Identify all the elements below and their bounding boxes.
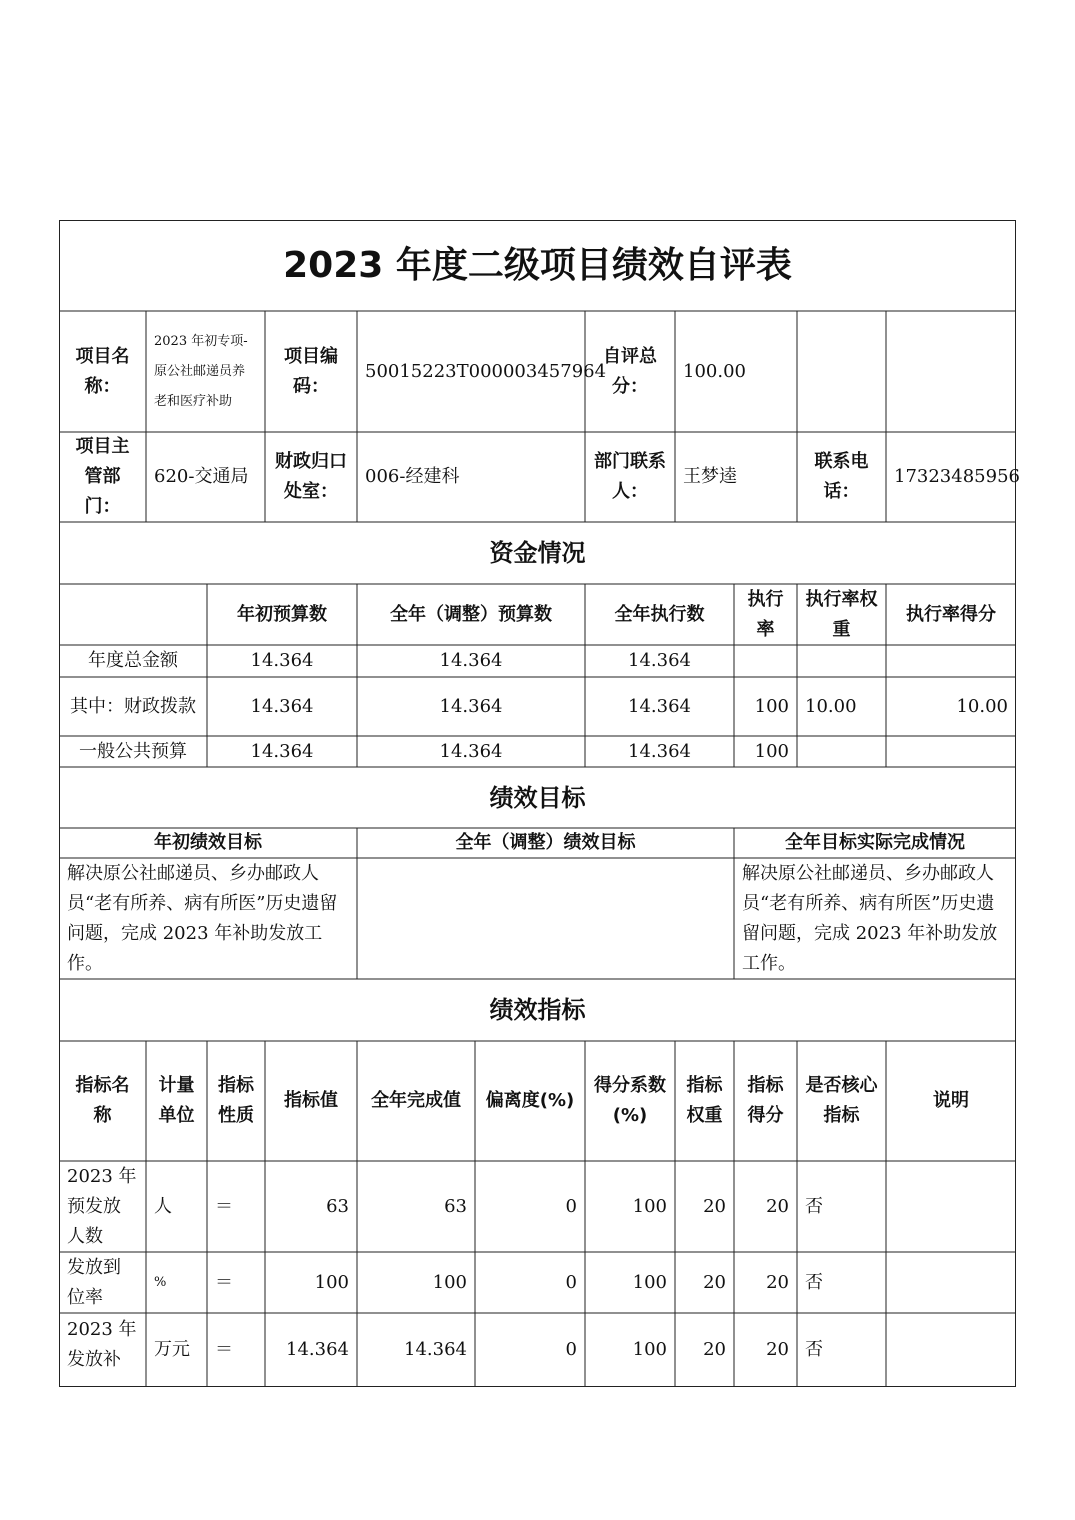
finance-label: 财政归口处室：: [275, 451, 347, 502]
funds-cell: 14.364: [250, 695, 314, 717]
funds-cell: 14.364: [250, 740, 314, 762]
ind-header-name: 指标名称: [75, 1075, 130, 1126]
ind-nature: ＝: [215, 1271, 233, 1293]
ind-header-unit: 计量单位: [158, 1075, 195, 1126]
dept-label: 项目主管部门：: [75, 436, 130, 517]
ind-note: [886, 1252, 1016, 1313]
ind-header-deviation: 偏离度(%): [485, 1090, 575, 1111]
ind-coef: 100: [632, 1271, 667, 1293]
ind-coef: 100: [632, 1195, 667, 1217]
goals-header-adjusted: 全年（调整）绩效目标: [455, 832, 636, 853]
funds-cell: 14.364: [250, 650, 314, 671]
funds-cell: 14.364: [439, 695, 503, 717]
ind-header-core: 是否核心指标: [805, 1075, 878, 1126]
form-title: 2023 年度二级项目绩效自评表: [283, 244, 792, 286]
goal-actual-text: 解决原公社邮递员、乡办邮政人员“老有所养、病有所医”历史遗留问题，完成 2023 年补助发放工作。: [742, 862, 998, 974]
ind-header-coef: 得分系数(%): [594, 1075, 666, 1126]
ind-weight: 20: [703, 1271, 726, 1293]
funds-header-score: 执行率得分: [906, 603, 996, 625]
ind-nature: ＝: [215, 1195, 233, 1217]
project-name-label: 项目名称：: [75, 345, 130, 397]
self-score-value: 100.00: [683, 360, 746, 382]
funds-header-initial: 年初预算数: [237, 603, 327, 625]
funds-row-label: 其中：财政拨款: [70, 695, 196, 717]
ind-header-actual: 全年完成值: [371, 1090, 461, 1111]
ind-score: 20: [766, 1339, 789, 1360]
ind-name: 2023 年发放补: [67, 1319, 137, 1370]
funds-cell: 14.364: [628, 740, 691, 762]
funds-cell: 100: [754, 740, 789, 762]
ind-header-score: 指标得分: [747, 1075, 784, 1126]
ind-header-weight: 指标权重: [686, 1075, 723, 1126]
funds-cell: [797, 736, 886, 767]
ind-score: 20: [766, 1271, 789, 1293]
goal-adjusted-text: [357, 858, 734, 979]
project-name-value: 2023 年初专项-原公社邮递员养老和医疗补助: [154, 333, 248, 409]
funds-cell: 14.364: [439, 650, 503, 671]
ind-target: 14.364: [286, 1339, 349, 1360]
ind-deviation: 0: [565, 1271, 577, 1293]
ind-actual: 63: [444, 1195, 467, 1217]
ind-weight: 20: [703, 1339, 726, 1360]
ind-note: [886, 1161, 1016, 1252]
goal-initial-text: 解决原公社邮递员、乡办邮政人员“老有所养、病有所医”历史遗留问题，完成 2023 年补助发放工作。: [67, 862, 338, 974]
ind-unit: 人: [154, 1195, 172, 1217]
phone-label: 联系电话：: [814, 451, 869, 502]
phone-value: 17323485956: [894, 466, 1020, 487]
funds-section-title: 资金情况: [489, 539, 586, 567]
ind-name: 发放到位率: [67, 1256, 121, 1308]
funds-cell: 10.00: [805, 695, 857, 717]
project-code-value: 50015223T000003457964: [365, 360, 607, 382]
ind-core: 否: [805, 1339, 823, 1360]
funds-header-weight: 执行率权重: [805, 588, 878, 640]
funds-row-label: 一般公共预算: [79, 740, 187, 762]
goals-header-actual: 全年目标实际完成情况: [785, 832, 965, 853]
goals-header-initial: 年初绩效目标: [154, 832, 262, 853]
ind-coef: 100: [632, 1339, 667, 1360]
dept-value: 620-交通局: [154, 466, 249, 487]
evaluation-form: [59, 220, 1020, 1387]
indicators-section-title: 绩效指标: [489, 996, 586, 1024]
ind-unit: 万元: [154, 1339, 190, 1360]
ind-nature: ＝: [215, 1339, 233, 1360]
funds-cell: [886, 736, 1016, 767]
project-code-label: 项目编码：: [284, 345, 338, 397]
funds-cell: [734, 645, 797, 677]
funds-row-label: 年度总金额: [88, 650, 178, 671]
ind-note: [886, 1313, 1016, 1387]
funds-cell: 10.00: [956, 695, 1008, 717]
goals-section-title: 绩效目标: [489, 783, 586, 812]
ind-score: 20: [766, 1195, 789, 1217]
ind-deviation: 0: [565, 1195, 577, 1217]
ind-core: 否: [805, 1271, 823, 1293]
ind-deviation: 0: [565, 1339, 577, 1360]
funds-cell: [886, 645, 1016, 677]
ind-core: 否: [805, 1195, 823, 1217]
funds-header-rate: 执行率: [747, 588, 784, 640]
ind-name: 2023 年预发放人数: [67, 1165, 137, 1247]
funds-cell: [797, 645, 886, 677]
funds-cell: 14.364: [628, 650, 691, 671]
ind-unit: %: [154, 1274, 167, 1290]
ind-target: 63: [326, 1195, 349, 1217]
funds-cell: 100: [754, 695, 789, 717]
ind-header-nature: 指标性质: [218, 1075, 254, 1126]
ind-weight: 20: [703, 1195, 726, 1217]
ind-actual: 100: [432, 1271, 467, 1293]
funds-cell: 14.364: [628, 695, 691, 717]
funds-header-executed: 全年执行数: [614, 603, 705, 625]
funds-cell: 14.364: [439, 740, 503, 762]
self-score-label: 自评总分：: [603, 345, 657, 397]
ind-actual: 14.364: [404, 1339, 467, 1360]
finance-value: 006-经建科: [365, 466, 460, 487]
ind-header-note: 说明: [933, 1090, 969, 1111]
ind-header-target: 指标值: [284, 1090, 338, 1111]
contact-value: 王梦逵: [683, 466, 737, 487]
funds-header-adjusted: 全年（调整）预算数: [390, 603, 552, 625]
ind-target: 100: [314, 1271, 349, 1293]
contact-label: 部门联系人：: [594, 451, 666, 502]
